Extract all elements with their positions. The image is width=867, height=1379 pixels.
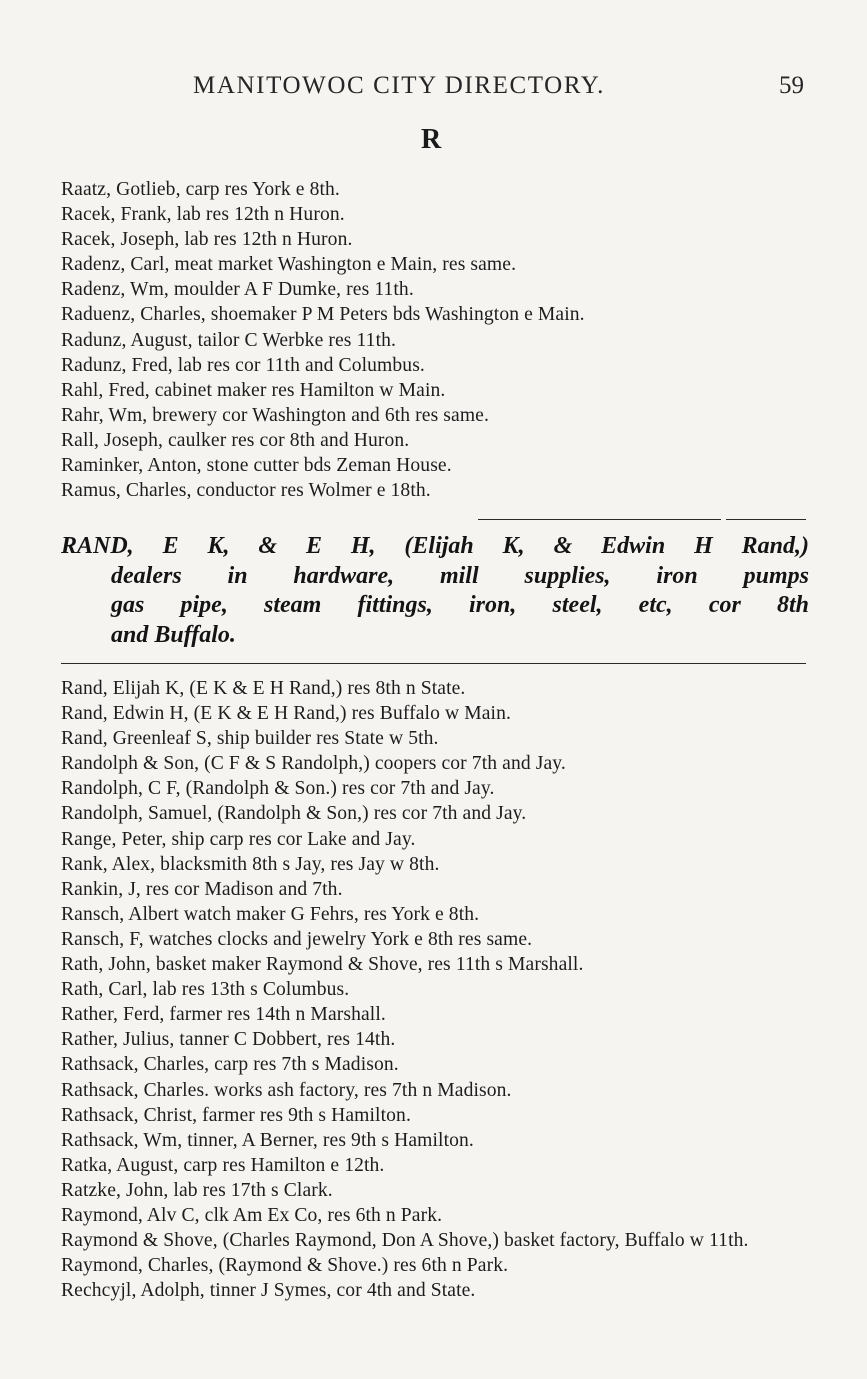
directory-entry: Rathsack, Christ, farmer res 9th s Hamilton. xyxy=(61,1104,411,1126)
directory-entry: Ratzke, John, lab res 17th s Clark. xyxy=(61,1179,333,1201)
directory-entry: Randolph, C F, (Randolph & Son.) res cor 7th and Jay. xyxy=(61,778,495,800)
directory-entry: Rathsack, Charles. works ash factory, res 7th n Madison. xyxy=(61,1079,512,1101)
ad-top-rule xyxy=(478,519,721,520)
directory-entry: Rahl, Fred, cabinet maker res Hamilton w Main. xyxy=(61,379,446,401)
directory-entry: Rechcyjl, Adolph, tinner J Symes, cor 4th and State. xyxy=(61,1280,476,1302)
directory-entry: Radenz, Wm, moulder A F Dumke, res 11th. xyxy=(61,279,414,301)
directory-entry: Rath, Carl, lab res 13th s Columbus. xyxy=(61,979,350,1001)
directory-entry: Rath, John, basket maker Raymond & Shove, res 11th s Marshall. xyxy=(61,954,584,976)
directory-entry: Rand, Greenleaf S, ship builder res State w 5th. xyxy=(61,728,439,750)
directory-entry: Rand, Elijah K, (E K & E H Rand,) res 8th n State. xyxy=(61,678,466,699)
directory-entry: Raduenz, Charles, shoemaker P M Peters bds Washington e Main. xyxy=(61,304,585,326)
directory-entry: Randolph & Son, (C F & S Randolph,) coopers cor 7th and Jay. xyxy=(61,753,566,775)
page-number: 59 xyxy=(779,72,804,99)
directory-entry: Radunz, Fred, lab res cor 11th and Columbus. xyxy=(61,354,425,376)
ad-top-rule xyxy=(726,519,806,520)
ad-line: RAND, E K, & E H, (Elijah K, & Edwin H Rand,) xyxy=(61,533,809,559)
directory-entry: Rather, Ferd, farmer res 14th n Marshall. xyxy=(61,1004,386,1026)
directory-entry: Rathsack, Wm, tinner, A Berner, res 9th s Hamilton. xyxy=(61,1129,474,1151)
advertisement-block xyxy=(61,532,809,650)
directory-entry: Ratka, August, carp res Hamilton e 12th. xyxy=(61,1154,385,1176)
directory-entry: Raymond & Shove, (Charles Raymond, Don A Shove,) basket factory, Buffalo w 11th. xyxy=(61,1230,749,1252)
ad-line: gas pipe, steam fittings, iron, steel, etc, cor 8th xyxy=(111,592,809,618)
ad-bottom-rule xyxy=(61,663,806,664)
directory-entry: Rand, Edwin H, (E K & E H Rand,) res Buffalo w Main. xyxy=(61,703,511,725)
directory-entry: Randolph, Samuel, (Randolph & Son,) res cor 7th and Jay. xyxy=(61,803,527,825)
directory-entry: Rank, Alex, blacksmith 8th s Jay, res Jay w 8th. xyxy=(61,853,440,875)
directory-entry: Racek, Joseph, lab res 12th n Huron. xyxy=(61,229,353,251)
directory-entry: Rathsack, Charles, carp res 7th s Madison. xyxy=(61,1054,399,1076)
ad-line: dealers in hardware, mill supplies, iron pumps xyxy=(111,562,809,589)
directory-entry: Range, Peter, ship carp res cor Lake and Jay. xyxy=(61,828,416,850)
directory-entry: Raminker, Anton, stone cutter bds Zeman House. xyxy=(61,455,452,477)
ad-line: and Buffalo. xyxy=(111,621,236,648)
directory-entry: Radunz, August, tailor C Werbke res 11th. xyxy=(61,329,397,351)
directory-entry: Rankin, J, res cor Madison and 7th. xyxy=(61,878,343,900)
directory-entry: Rather, Julius, tanner C Dobbert, res 14th. xyxy=(61,1029,396,1051)
directory-list-before-ad xyxy=(61,177,821,503)
directory-entry: Ramus, Charles, conductor res Wolmer e 18th. xyxy=(61,480,431,502)
directory-entry: Ransch, Albert watch maker G Fehrs, res York e 8th. xyxy=(61,903,480,925)
directory-entry: Ransch, F, watches clocks and jewelry York e 8th res same. xyxy=(61,928,533,950)
directory-entry: Radenz, Carl, meat market Washington e Main, res same. xyxy=(61,254,517,276)
directory-entry: Rall, Joseph, caulker res cor 8th and Huron. xyxy=(61,429,410,451)
directory-entry: Raymond, Charles, (Raymond & Shove.) res 6th n Park. xyxy=(61,1255,509,1277)
directory-entry: Racek, Frank, lab res 12th n Huron. xyxy=(61,204,345,226)
running-title: MANITOWOC CITY DIRECTORY. xyxy=(193,72,606,99)
directory-entry: Raatz, Gotlieb, carp res York e 8th. xyxy=(61,179,340,200)
section-letter: R xyxy=(421,124,442,155)
page-header xyxy=(0,72,867,104)
directory-list-after-ad xyxy=(61,676,821,1303)
directory-entry: Raymond, Alv C, clk Am Ex Co, res 6th n Park. xyxy=(61,1204,443,1226)
directory-entry: Rahr, Wm, brewery cor Washington and 6th res same. xyxy=(61,404,489,426)
